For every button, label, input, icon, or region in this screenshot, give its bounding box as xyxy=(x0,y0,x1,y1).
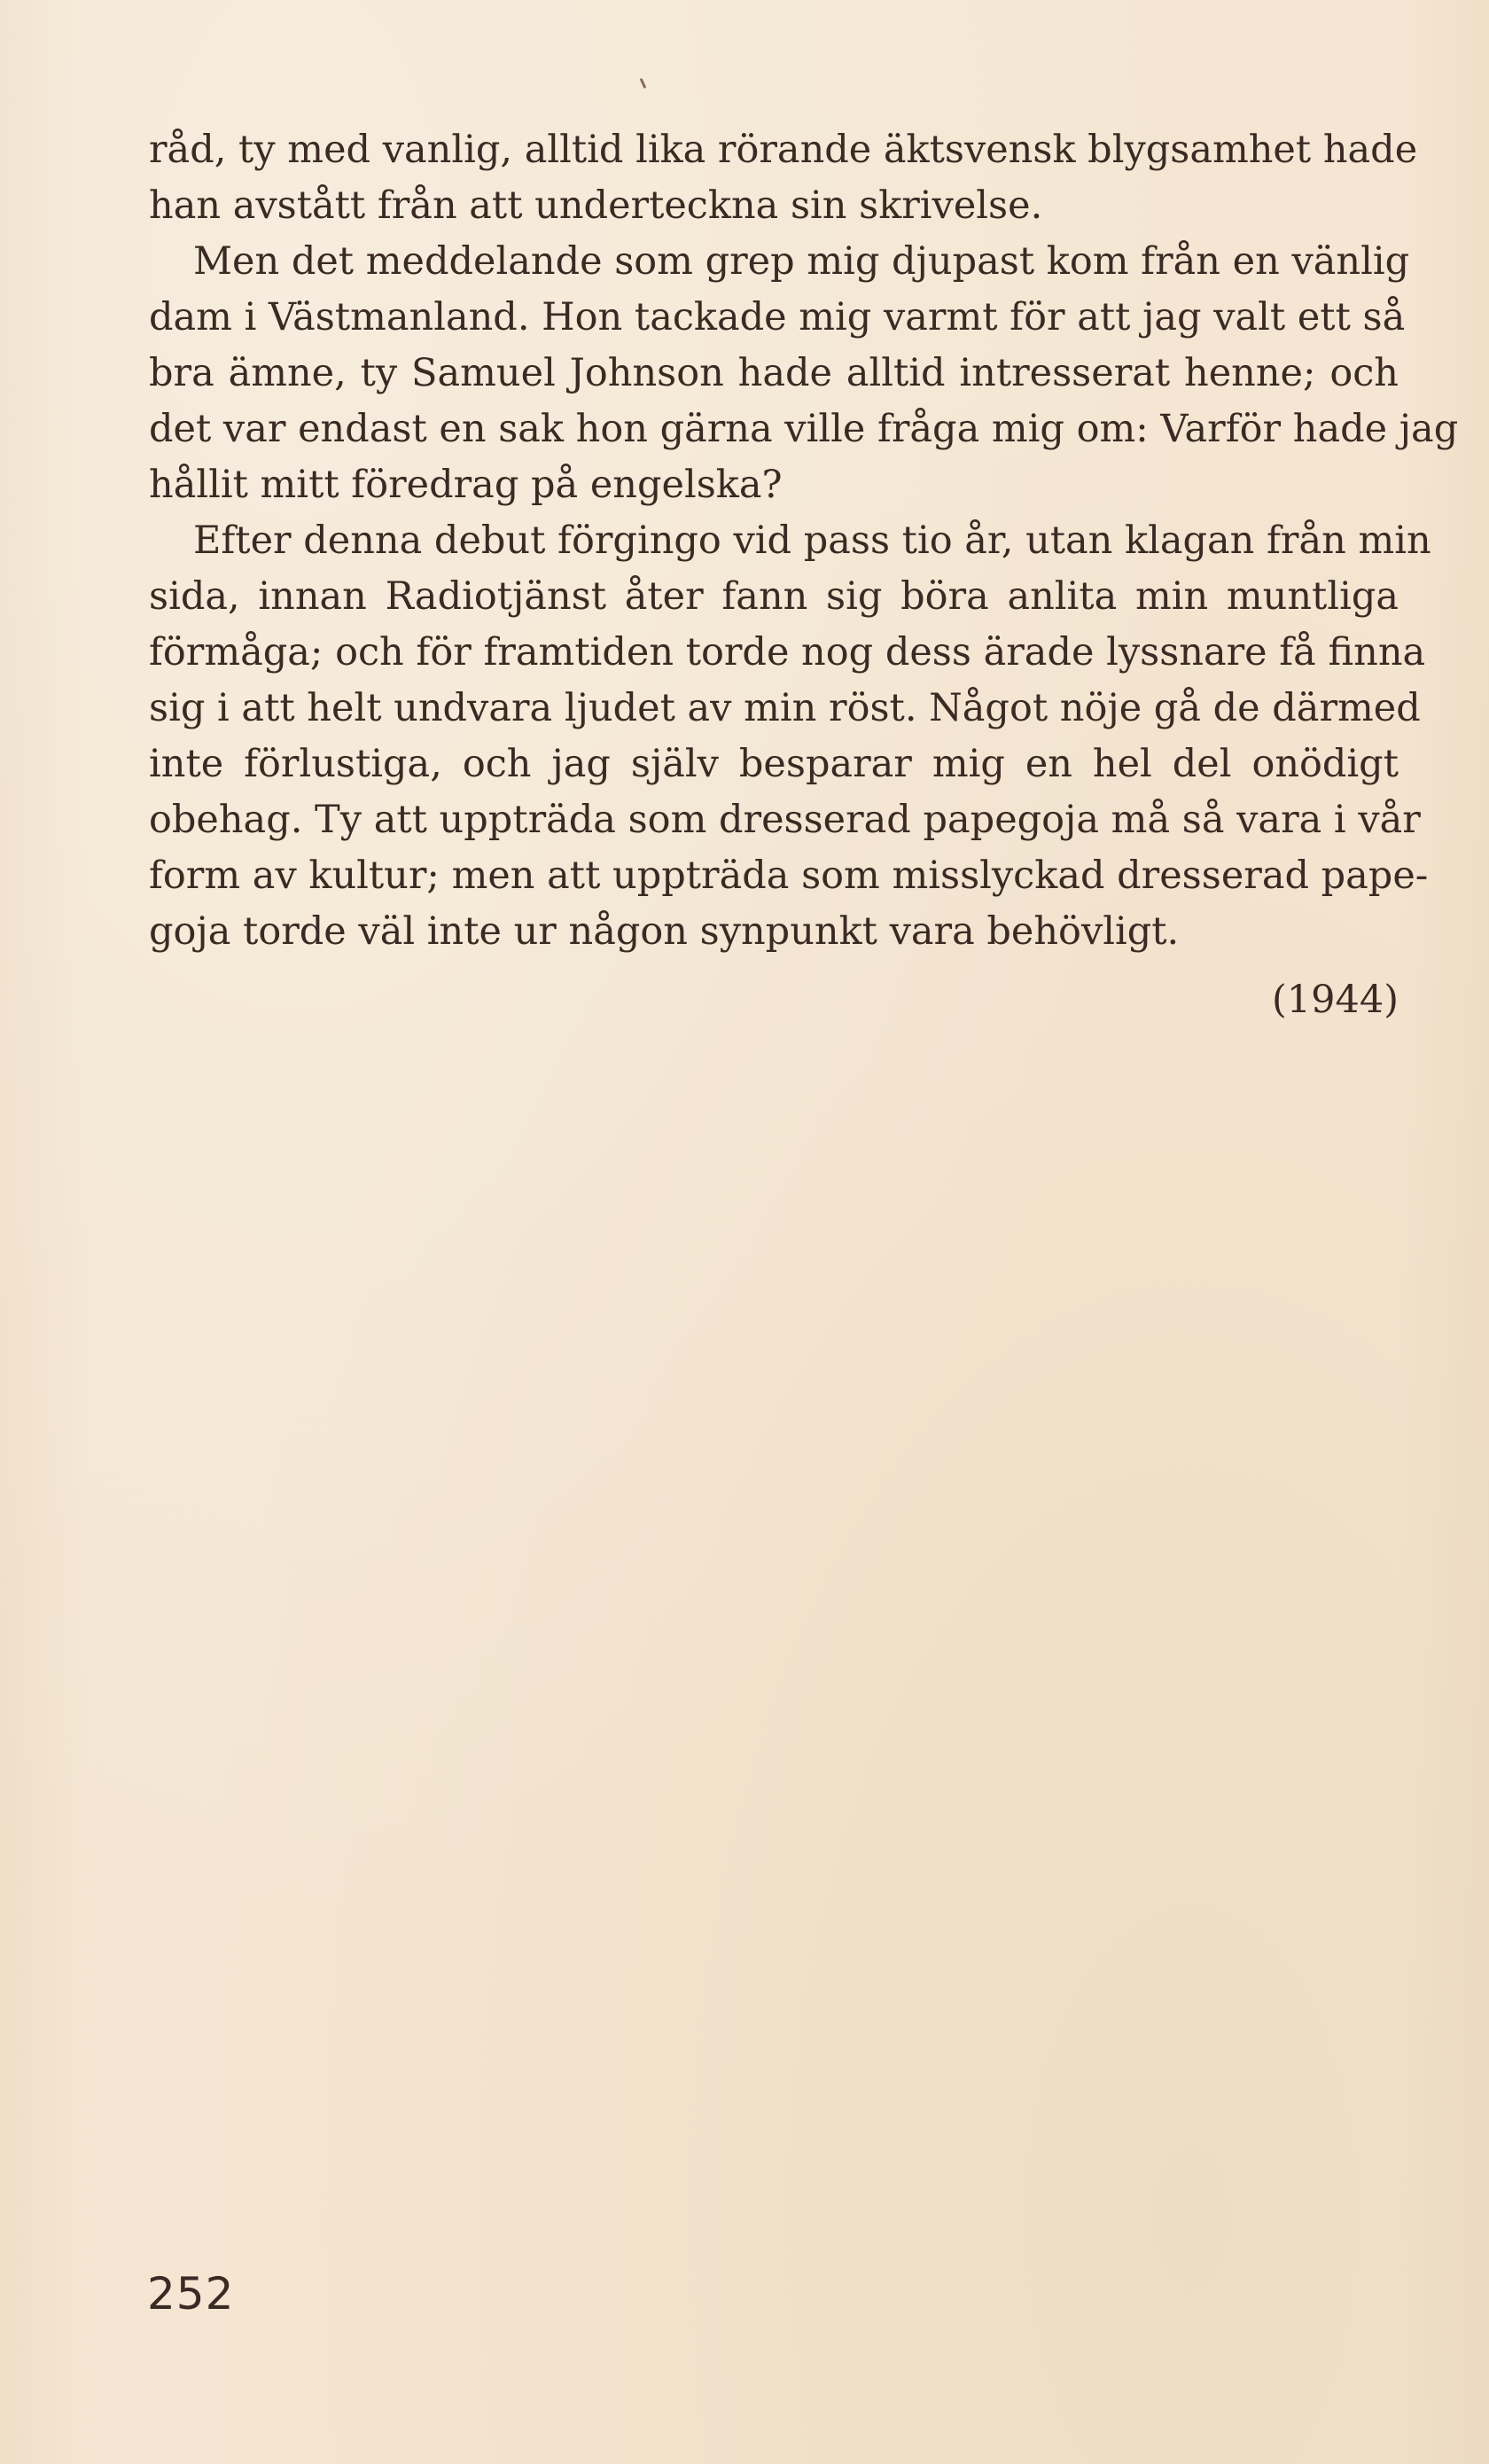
text-line: sida, innan Radiotjänst åter fann sig böra anlita min muntliga xyxy=(149,574,1399,619)
text-line: goja torde väl inte ur någon synpunkt vara behövligt. xyxy=(149,909,1180,954)
text-line: han avstått från att underteckna sin skrivelse. xyxy=(149,183,1043,228)
text-line: obehag. Ty att uppträda som dresserad papegoja må så vara i vår xyxy=(149,798,1421,842)
text-line: Efter denna debut förgingo vid pass tio år, utan klagan från min xyxy=(193,519,1431,563)
text-line: hållit mitt föredrag på engelska? xyxy=(149,463,783,507)
ink-speck xyxy=(640,78,647,89)
text-line: form av kultur; men att uppträda som misslyckad dresserad pape- xyxy=(149,854,1429,898)
body-text xyxy=(149,122,1459,960)
text-line: Men det meddelande som grep mig djupast kom från en vänlig xyxy=(193,239,1410,284)
text-line: bra ämne, ty Samuel Johnson hade alltid intresserat henne; och xyxy=(149,351,1399,395)
text-line: sig i att helt undvara ljudet av min röst. Något nöje gå de därmed xyxy=(149,686,1421,730)
page-number: 252 xyxy=(147,2268,235,2320)
text-line: inte förlustiga, och jag själv besparar mig en hel del onödigt xyxy=(149,742,1399,786)
text-line: råd, ty med vanlig, alltid lika rörande äktsvensk blygsamhet hade xyxy=(149,128,1418,172)
text-line: det var endast en sak hon gärna ville fråga mig om: Varför hade jag xyxy=(149,407,1459,451)
text-line: förmåga; och för framtiden torde nog dess ärade lyssnare få finna xyxy=(149,630,1426,674)
text-line: dam i Västmanland. Hon tackade mig varmt för att jag valt ett så xyxy=(149,295,1406,339)
year-label: (1944) xyxy=(1272,978,1399,1022)
